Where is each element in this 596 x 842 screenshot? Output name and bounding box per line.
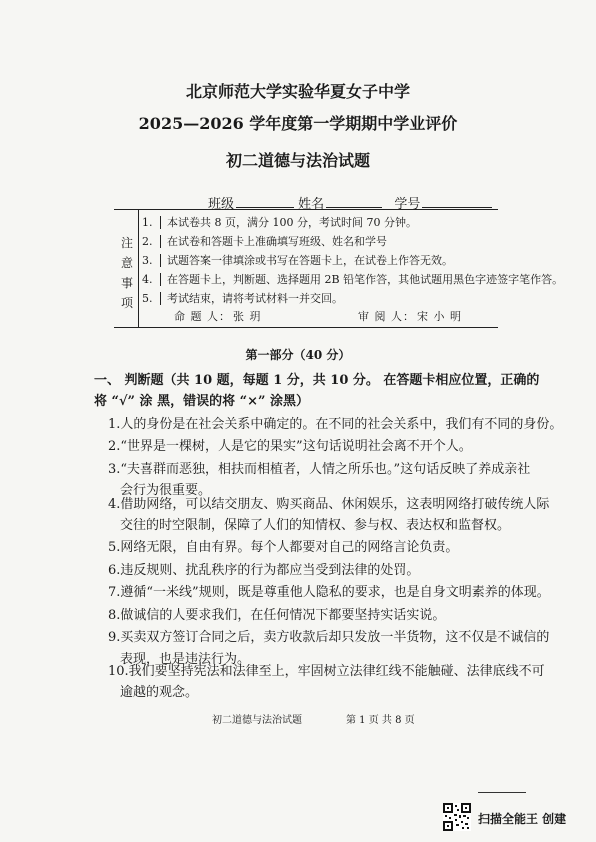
name-label: 姓名 bbox=[298, 197, 325, 212]
notice-side-char: 意 bbox=[120, 256, 133, 270]
question: 1.人的身份是在社会关系中确定的。在不同的社会关系中，我们有不同的身份。 bbox=[108, 417, 563, 432]
question-cont: 交往的时空限制，保障了人们的知情权、参与权、表达权和监督权。 bbox=[120, 518, 511, 533]
question: 4.借助网络，可以结交朋友、购买商品、休闲娱乐，这表明网络打破传统人际 bbox=[108, 497, 550, 512]
school-name: 北京师范大学实验华夏女子中学 bbox=[185, 82, 410, 101]
question: 2.“世界是一棵树，人是它的果实”这句话说明社会离不开个人。 bbox=[108, 439, 472, 454]
class-label: 班级 bbox=[208, 197, 235, 212]
notice-side-char: 项 bbox=[120, 296, 133, 310]
question: 9.买卖双方签订合同之后，卖方收款后却只发放一半货物，这不仅是不诚信的 bbox=[108, 630, 550, 645]
exam-term: 2025—2026 学年度第一学期期中学业评价 bbox=[138, 114, 458, 133]
scanner-divider bbox=[478, 792, 526, 793]
reviewer-name: 宋 小 明 bbox=[417, 310, 462, 323]
student-id-blank bbox=[422, 195, 492, 208]
question: 3.“夫喜群而恶独，相扶而相植者，人情之所乐也。”这句话反映了养成亲社 bbox=[108, 462, 531, 477]
question-cont: 逾越的观念。 bbox=[120, 685, 199, 700]
notice-side-column bbox=[114, 210, 139, 327]
footer-subject: 初二道德与法治试题 bbox=[212, 715, 302, 726]
notice-item: 1. 本试卷共 8 页，满分 100 分，考试时间 70 分钟。 bbox=[142, 216, 417, 229]
question-cont: 表现，也是违法行为。 bbox=[120, 652, 251, 667]
part-title: 第一部分（40 分） bbox=[245, 348, 351, 362]
question: 7.遵循“一米线”规则，既是尊重他人隐私的要求，也是自身文明素养的体现。 bbox=[108, 585, 550, 600]
scanner-brand: 扫描全能王 创建 bbox=[478, 812, 567, 826]
section-heading: 一、 判断题（共 10 题，每题 1 分，共 10 分。 在答题卡相应位置，正确的 bbox=[94, 373, 540, 388]
notice-item: 3. 试题答案一律填涂或书写在答题卡上，在试卷上作答无效。 bbox=[142, 254, 453, 267]
footer-page-number: 第 1 页 共 8 页 bbox=[346, 715, 415, 726]
student-id-label: 学号 bbox=[394, 197, 421, 212]
notice-item: 4. 在答题卡上，判断题、选择题用 2B 铅笔作答，其他试题用黑色字迹签字笔作答。 bbox=[142, 273, 564, 286]
section-heading-cont: 将 “√” 涂 黑，错误的将 “×” 涂黑） bbox=[94, 394, 309, 409]
notice-side-char: 注 bbox=[120, 236, 133, 250]
name-blank bbox=[326, 195, 382, 208]
question: 6.违反规则、扰乱秩序的行为都应当受到法律的处罚。 bbox=[108, 563, 420, 578]
question: 8.做诚信的人要求我们，在任何情况下都要坚持实话实说。 bbox=[108, 608, 446, 623]
class-blank bbox=[236, 195, 294, 208]
notice-item: 2. 在试卷和答题卡上准确填写班级、姓名和学号 bbox=[142, 235, 387, 248]
notice-box bbox=[114, 209, 564, 328]
notice-side-char: 事 bbox=[120, 276, 133, 290]
notice-item: 5. 考试结束，请将考试材料一并交回。 bbox=[142, 292, 343, 305]
exam-staff bbox=[174, 308, 464, 324]
question-cont: 会行为很重要。 bbox=[120, 483, 212, 498]
author-name: 张 玥 bbox=[233, 310, 262, 323]
question: 5.网络无限，自由有界。每个人都要对自己的网络言论负责。 bbox=[108, 540, 459, 555]
qr-code-icon bbox=[443, 803, 471, 831]
exam-subject: 初二道德与法治试题 bbox=[225, 151, 370, 170]
reviewer-label: 审 阅 人： bbox=[358, 310, 415, 323]
author-label: 命 题 人： bbox=[174, 310, 231, 323]
question: 10.我们要坚持宪法和法律至上，牢固树立法律红线不能触碰、法律底线不可 bbox=[108, 664, 545, 679]
